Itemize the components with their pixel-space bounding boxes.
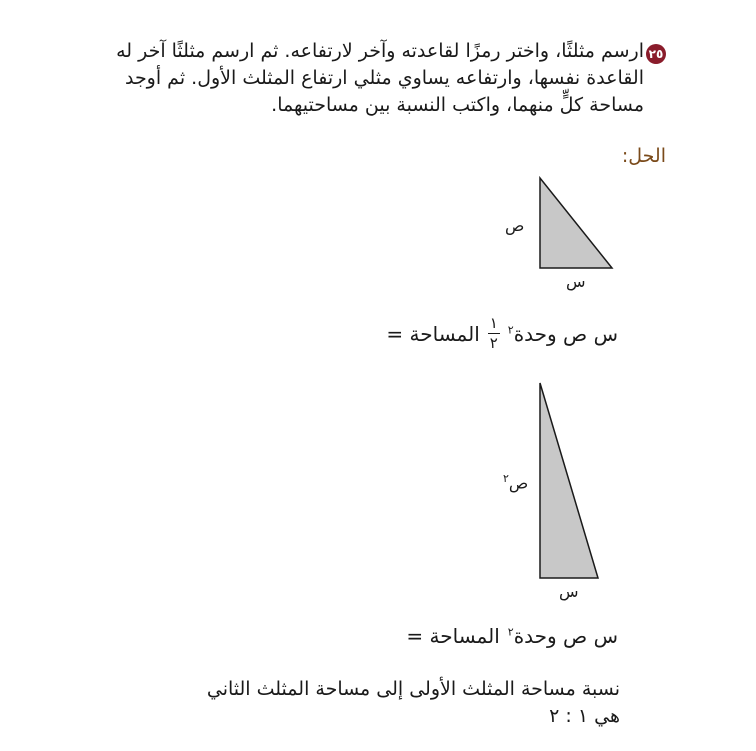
ratio-line-2: هي ١ : ٢ — [549, 705, 620, 727]
problem-number-badge: ٢٥ — [646, 44, 666, 64]
problem-text: ارسم مثلثًا، واختر رمزًا لقاعدته وآخر لارتفاعه. ثم ارسم مثلثًا آخر له القاعدة نفسها، وارتفاعه يساوي مثلي ارتفاع المثلث الأول. ثم أوجد مساحة كلٍّ منهما، واكتب النسبة بين مساحتيهما. — [116, 40, 644, 116]
area-formula-2-rhs — [508, 624, 618, 648]
ratio-line-1: نسبة مساحة المثلث الأولى إلى مساحة المثلث الثاني — [206, 678, 620, 700]
unit-exponent-2: ٢ — [507, 625, 514, 639]
area-formula-1-rhs-text: س ص وحدة — [513, 321, 618, 346]
area-formula-2-rhs-text: س ص وحدة — [513, 624, 618, 648]
solution-label: الحل: — [621, 145, 666, 167]
area-formula-1-lhs: المساحة = — [386, 321, 480, 346]
triangle-2-height-text: ص — [508, 473, 529, 493]
unit-exponent: ٢ — [507, 322, 514, 336]
fraction-numerator: ١ — [489, 314, 498, 332]
triangle-1-height-label: ص — [505, 216, 525, 235]
ratio-statement — [120, 676, 620, 730]
fraction-denominator: ٢ — [489, 334, 498, 352]
triangle-2-shape — [540, 383, 598, 578]
height-exponent: ٢ — [503, 472, 509, 485]
triangle-2-base-label: س — [559, 582, 579, 601]
area-formula-2-lhs: المساحة = — [406, 624, 500, 648]
area-formula-2 — [406, 624, 618, 648]
triangle-2-height-label — [503, 472, 528, 492]
triangle-1-base-label: س — [566, 272, 586, 291]
